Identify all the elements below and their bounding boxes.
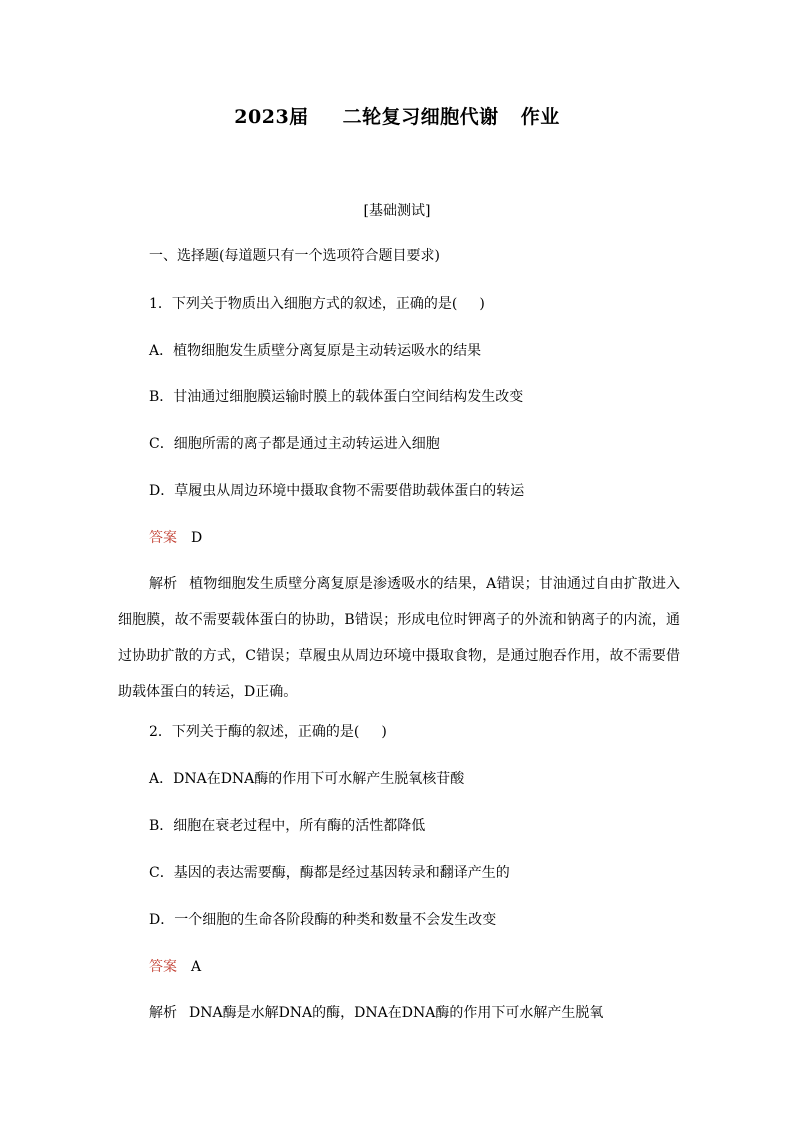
option-d: D．草履虫从周边环境中摄取食物不需要借助载体蛋白的转运 [149,483,525,499]
option-c: C．基因的表达需要酶，酶都是经过基因转录和翻译产生的 [149,865,510,881]
option-a: A．植物细胞发生质壁分离复原是主动转运吸水的结果 [149,343,482,359]
option-b: B．细胞在衰老过程中，所有酶的活性都降低 [149,818,426,834]
question-stem [149,294,485,314]
analysis-text: 植物细胞发生质壁分离复原是渗透吸水的结果，A错误；甘油通过自由扩散进入细胞膜，故不需要载体蛋白的协助，B错误；形成电位时钾离子的外流和钠离子的内流，通过协助扩散的方式，C错误；草履虫从周边环境中摄取食物，是通过胞吞作用，故不需要借助载体蛋白的转运，D正确。 [118,576,681,700]
answer-value: D [191,530,203,546]
analysis-label: 解析 [149,576,178,592]
analysis-paragraph [118,995,680,1031]
question-stem-text: 1．下列关于物质出入细胞方式的叙述，正确的是( [149,296,458,312]
question-stem [149,722,387,742]
page-title [0,102,794,129]
option-b: B．甘油通过细胞膜运输时膜上的载体蛋白空间结构发生改变 [149,389,524,405]
option-c: C．细胞所需的离子都是通过主动转运进入细胞 [149,436,440,452]
question-stem-end: ) [381,724,387,740]
analysis-text: DNA酶是水解DNA的酶，DNA在DNA酶的作用下可水解产生脱氧 [189,1005,604,1021]
title-topic: 二轮复习细胞代谢 [342,106,499,128]
answer-label: 答案 [149,530,177,546]
answer-line [149,957,201,977]
question-stem-text: 2．下列关于酶的叙述，正确的是( [149,724,360,740]
section-label: [基础测试] [363,203,431,219]
answer-line [149,528,202,548]
answer-label: 答案 [149,959,177,975]
question-stem-end: ) [479,296,485,312]
analysis-label: 解析 [149,1005,177,1021]
answer-value: A [191,959,202,975]
analysis-paragraph [118,566,680,710]
option-a: A．DNA在DNA酶的作用下可水解产生脱氧核苷酸 [149,771,465,787]
option-d: D．一个细胞的生命各阶段酶的种类和数量不会发生改变 [149,912,497,928]
title-year: 2023届 [234,106,309,128]
instruction-text: 一、选择题(每道题只有一个选项符合题目要求) [149,248,440,264]
title-suffix: 作业 [520,106,560,128]
